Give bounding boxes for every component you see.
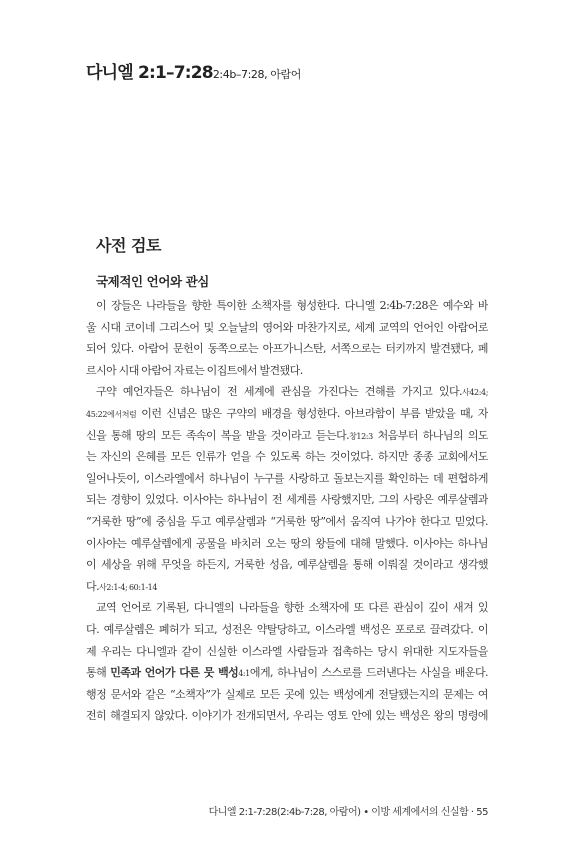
chapter-title-sub: 2:4b–7:28, 아람어: [212, 68, 301, 81]
body-line: [86, 471, 488, 487]
scripture-ref: 45:22에서처럼: [86, 410, 137, 419]
line-text: 되는 경향이 있었다. 이사야는 하나님이 전 세계를 사랑했지만, 그의 사랑은 예루살렘과: [86, 493, 488, 507]
body-line: [86, 644, 488, 660]
line-text: 는 자신의 은혜를 모든 인류가 얻을 수 있도록 하는 것이었다. 하지만 종종 교회에서도: [86, 450, 488, 464]
subsection-title: 국제적인 언어와 관심: [96, 274, 209, 289]
body-line: [86, 557, 488, 573]
body-line: [86, 428, 488, 444]
body-line: [86, 514, 488, 530]
line-text: 다. 예루살렘은 폐허가 되고, 성전은 약탈당하고, 이스라엘 백성은 포로로 끌려갔다. 이: [86, 623, 488, 636]
body-line: [86, 320, 488, 336]
line-text: 이 세상을 위해 무엇을 하든지, 거룩한 성읍, 예루살렘을 통해 이뤄질 것이라고 생각했: [86, 558, 488, 572]
body-line: [86, 622, 488, 638]
line-text: 이 장들은 나라들을 향한 특이한 소책자를 형성한다. 다니엘 2:4b-7:28은 예수와 바: [96, 299, 488, 312]
line-text: 제 우리는 다니엘과 같이 신실한 이스라엘 사람들과 접촉하는 당시 위대한 지도자들을: [86, 644, 488, 658]
line-text: 되어 있다. 아람어 문헌이 동쪽으로는 아프가니스탄, 서쪽으로는 터키까지 발견됐다, 페: [86, 342, 488, 356]
scripture-ref: 4:1: [238, 669, 250, 679]
chapter-title: [86, 58, 301, 83]
section-title: 사전 검토: [96, 236, 161, 255]
body-line: [86, 665, 488, 681]
line-text: 통해: [86, 666, 111, 680]
body-line: [86, 363, 488, 379]
body-line: [86, 579, 488, 595]
body-line: [86, 341, 488, 357]
body-line: [86, 492, 488, 508]
body-line: [86, 406, 488, 422]
line-text: 울 시대 코이네 그리스어 및 오늘날의 영어와 마찬가지로, 세계 교역의 언어인 아람어로: [86, 320, 488, 334]
scripture-ref: 사42:4;: [462, 388, 488, 398]
line-text: 신을 통해 땅의 모든 족속이 복을 받을 것이라고 듣는다.: [86, 428, 350, 442]
line-text: 행정 문서와 같은 “소책자”가 실제로 모든 곳에 있는 백성에게 전달됐는지의 문제는 여: [86, 687, 488, 701]
body-line: [96, 384, 488, 400]
chapter-title-main: 다니엘 2:1–7:28: [86, 63, 213, 83]
body-line: [96, 600, 488, 616]
line-text: 구약 예언자들은 하나님이 전 세계에 관심을 가진다는 견해를 가지고 있다.: [96, 385, 462, 399]
body-line: [86, 449, 488, 465]
body-line: [86, 708, 488, 724]
line-text: 전히 해결되지 않았다. 이야기가 전개되면서, 우리는 영토 안에 있는 백성은 왕의 명령에: [86, 709, 488, 723]
scripture-ref: 창12:3: [349, 431, 373, 441]
line-text: 이런 신념은 많은 구약의 배경을 형성한다. 아브라함이 부름 받았을 때, 자: [136, 407, 488, 420]
line-text: “거룩한 땅”에 중심을 두고 예루살렘과 “거룩한 땅”에서 움직여 나가야 한다고 믿었다.: [86, 515, 488, 528]
body-line: [86, 687, 488, 703]
body-line: [96, 298, 488, 314]
line-text: 처음부터 하나님의 의도: [372, 428, 488, 442]
line-text: 일어나듯이, 이스라엘에서 하나님이 누구를 사랑하고 돌보는지를 확인하는 데 편협하게: [86, 471, 488, 485]
line-text: 교역 언어로 기록된, 다니엘의 나라들을 향한 소책자에 또 다른 관심이 깊이 새겨 있: [96, 601, 488, 615]
line-text: 르시아 시대 아람어 자료는 이집트에서 발견됐다.: [86, 363, 303, 377]
body-line: [86, 536, 488, 552]
emphasis-text: 민족과 언어가 다른 뭇 백성: [110, 666, 239, 680]
line-text: 다.: [86, 579, 100, 593]
line-text: 이사야는 예루살렘에게 공물을 바치러 오는 땅의 왕들에 대해 말했다. 이사야는 하나님: [86, 536, 488, 550]
running-footer: 다니엘 2:1-7:28(2:4b-7:28, 아람어) • 이방 세계에서의 신실함 · 55: [208, 807, 488, 818]
line-text: 에게, 하나님이 스스로를 드러낸다는 사실을 배운다.: [249, 666, 488, 680]
scripture-ref: 사2:1-4; 60:1-14: [99, 582, 158, 592]
